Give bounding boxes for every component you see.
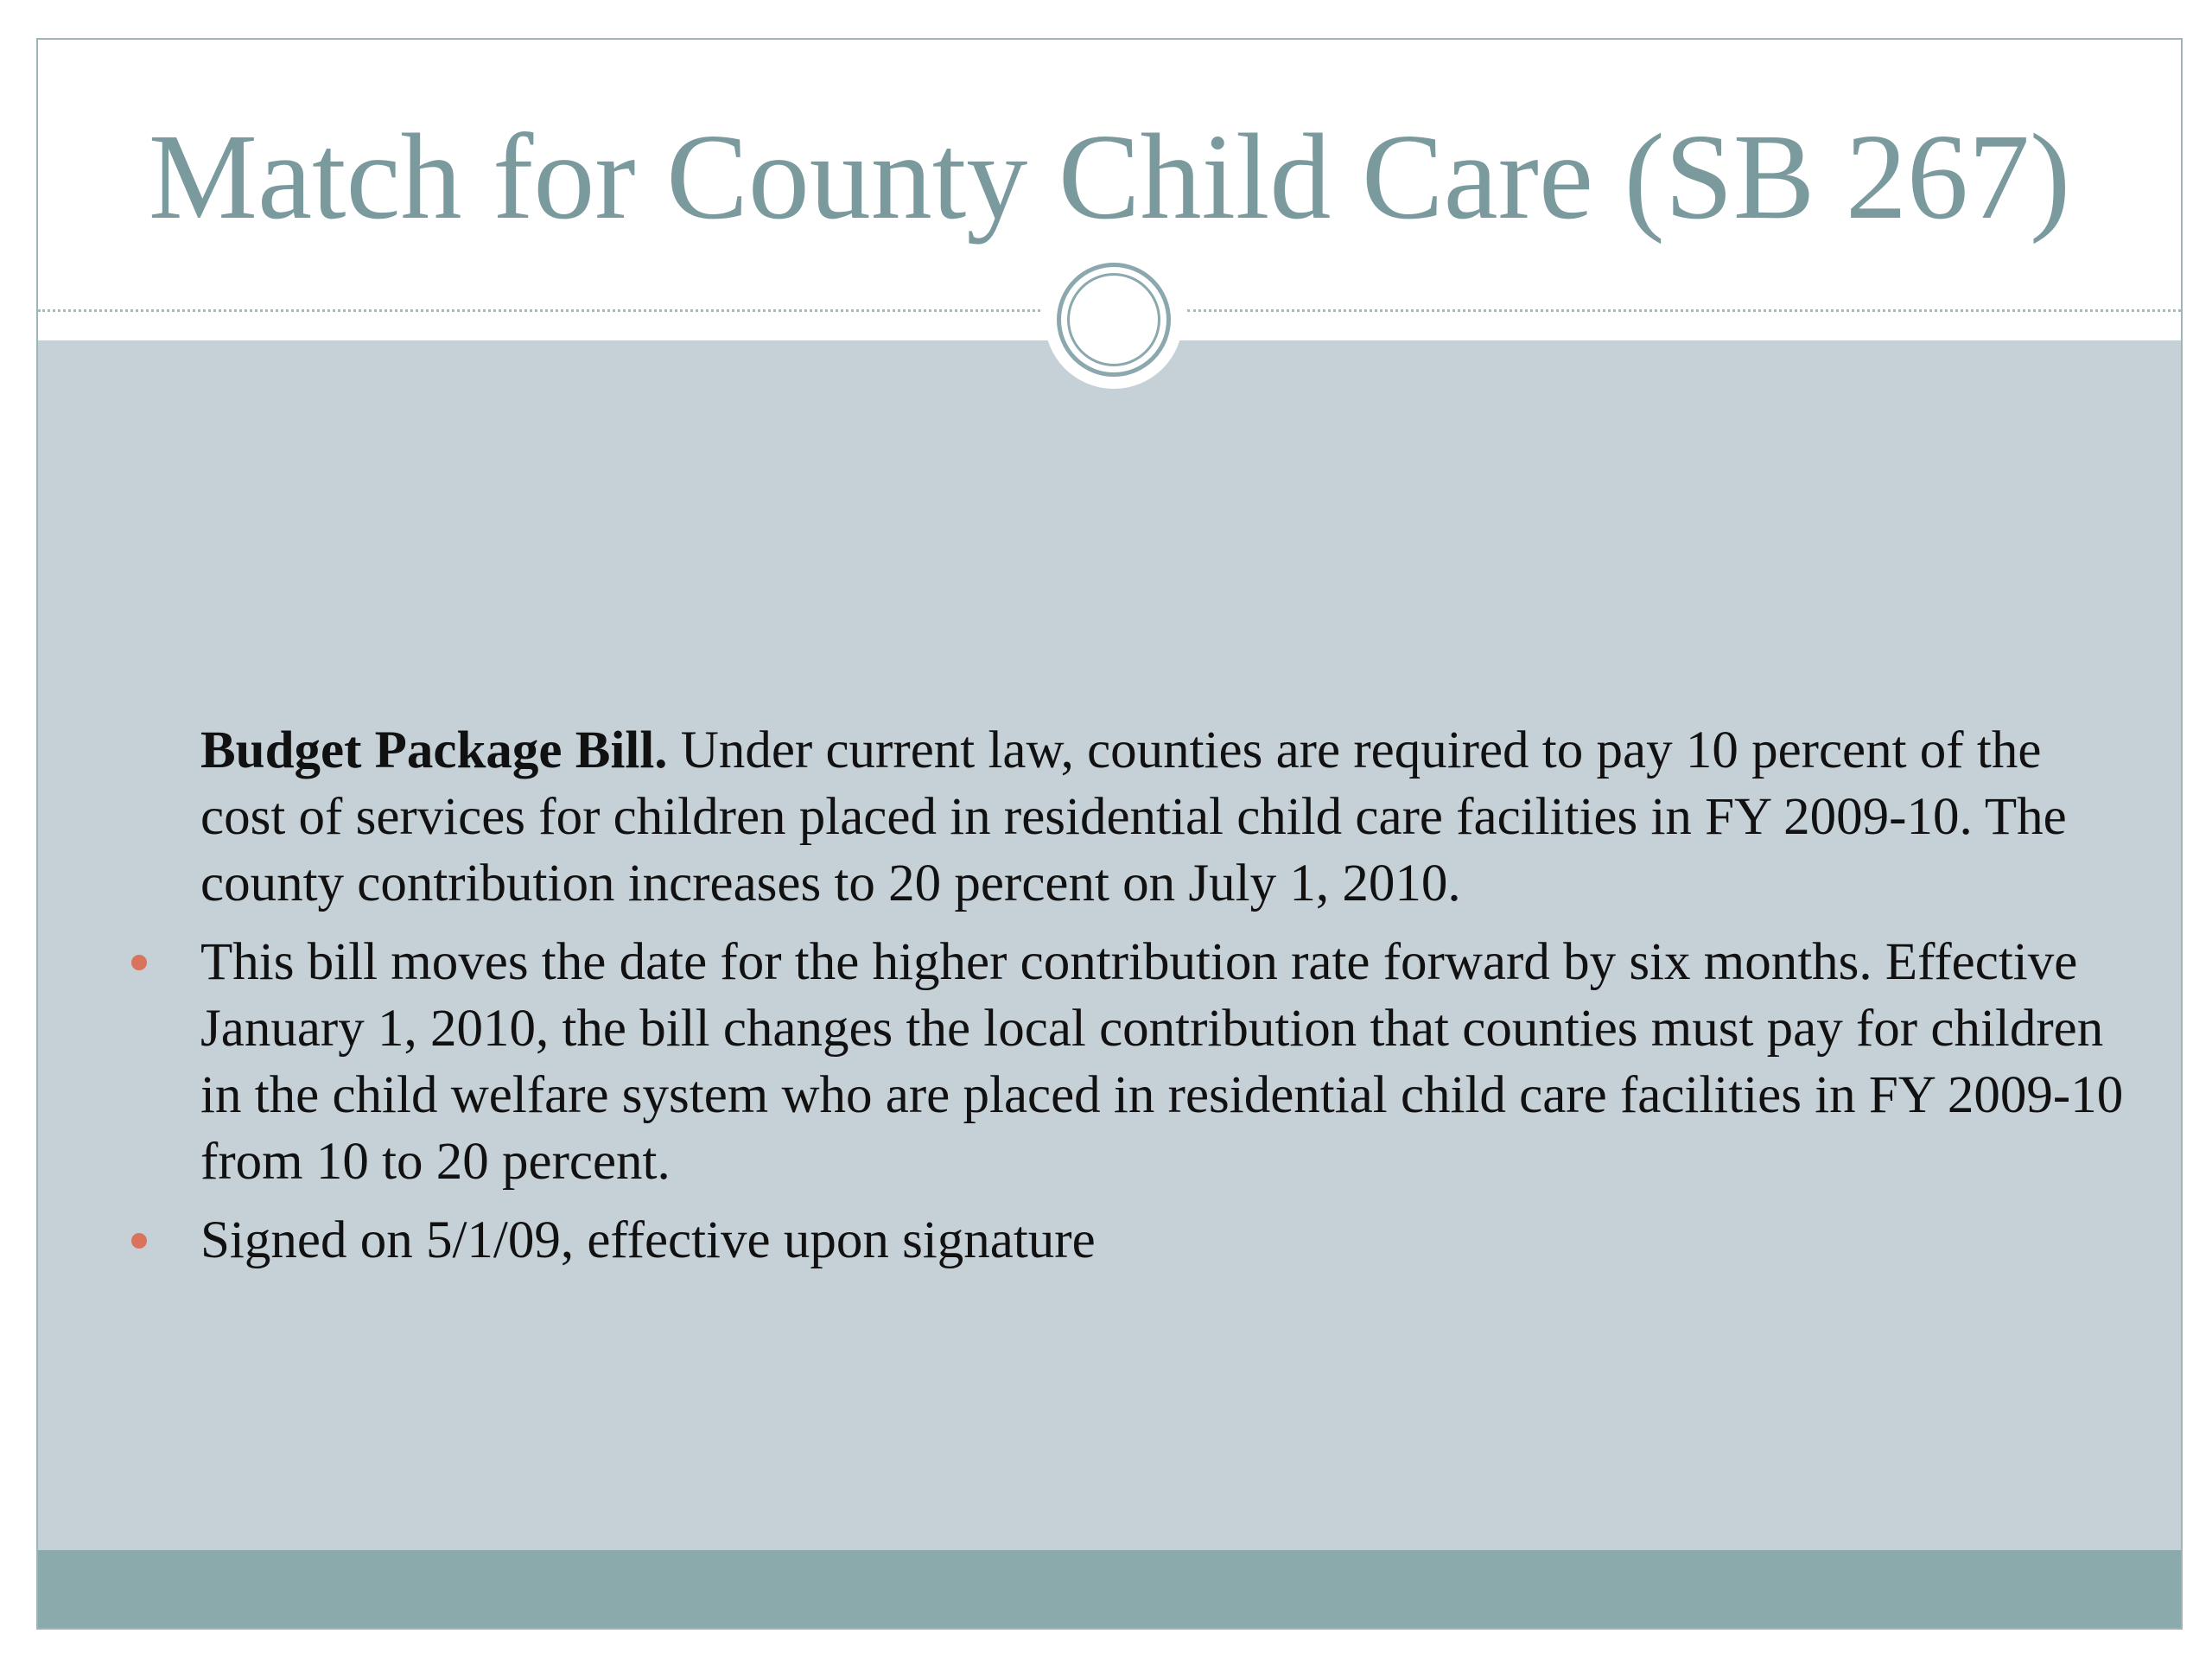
bullet-dot-icon (131, 955, 147, 970)
paragraph-text: Under current law, counties are required to pay 10 percent of the cost of services for children placed in residential child care facilities in FY 2009-10. The county contribution increases to 20 percent on July 1, 2010. (200, 721, 2067, 912)
paragraph-budget-package (200, 717, 2127, 917)
circle-ornament-inner-icon (1067, 273, 1160, 366)
content-area (38, 340, 2181, 1550)
paragraph-lead: Budget Package Bill. (200, 721, 668, 779)
bullet-dot-icon (131, 1233, 147, 1249)
bullet-item-date-change (200, 929, 2127, 1195)
bullet-text: Signed on 5/1/09, effective upon signature (200, 1211, 1096, 1269)
bullet-text: This bill moves the date for the higher contribution rate forward by six months. Effective January 1, 2010, the bill changes the local contribution that counties must pay for children in the child welfare system who are placed in residential child care facilities in FY 2009-10 from 10 to 20 percent. (200, 933, 2124, 1191)
slide-title: Match for County Child Care (SB 267) (148, 108, 2071, 245)
title-divider-left (38, 309, 1040, 312)
slide (36, 38, 2183, 1630)
title-divider-right (1187, 309, 2181, 312)
footer-band (38, 1550, 2181, 1628)
bullet-item-signed (200, 1207, 2127, 1274)
body-text (200, 717, 2127, 1286)
